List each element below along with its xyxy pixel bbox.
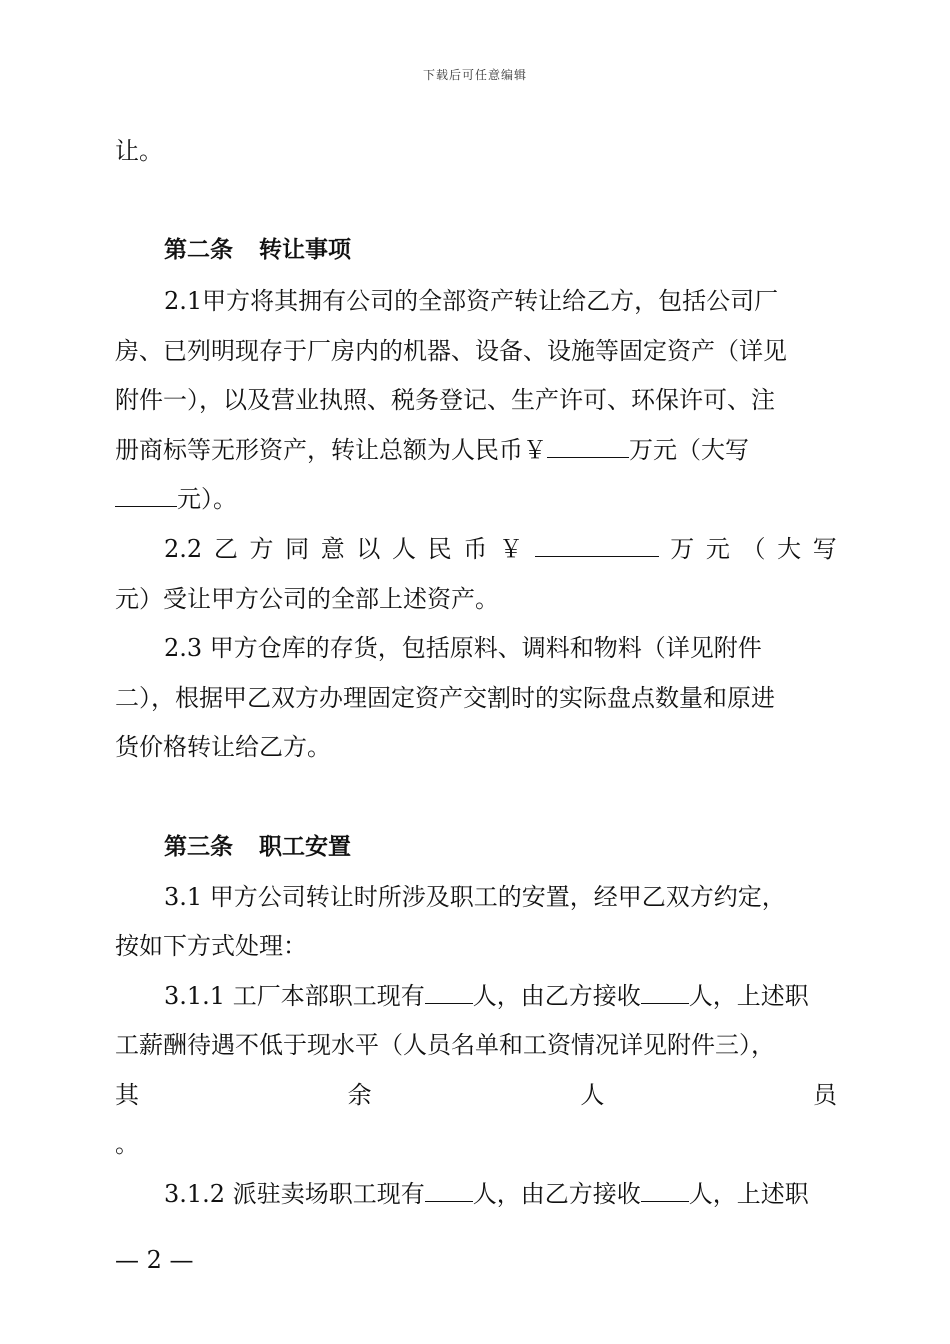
text-char: 人 (580, 1081, 605, 1109)
text-char: 万 (670, 535, 695, 563)
text-line: 让。 (115, 137, 163, 165)
text-char: 人 (392, 535, 417, 563)
text-line (115, 435, 837, 465)
page-header-note: 下载后可任意编辑 (422, 68, 527, 82)
text-char: 2.2 (164, 535, 203, 563)
text-line: 2.3 甲方仓库的存货，包括原料、调料和物料（详见附件 (164, 634, 762, 662)
text-char: 元 (705, 535, 730, 563)
text-segment: 人，上述职 (688, 1180, 809, 1208)
section-number: 第三条 (164, 834, 233, 860)
section-heading-2 (115, 235, 886, 265)
text-line: 按如下方式处理： (115, 932, 307, 960)
text-char: 以 (356, 535, 381, 563)
text-char: 币 (463, 535, 488, 563)
section-heading-3 (115, 832, 886, 862)
text-line: 货价格转让给乙方。 (115, 733, 331, 761)
text-line: 。 (115, 1130, 139, 1158)
fill-blank (547, 435, 629, 458)
text-char: 民 (427, 535, 452, 563)
fill-blank (425, 981, 473, 1004)
text-segment: 3.1.1 工厂本部职工现有 (164, 982, 425, 1010)
text-segment: 人，由乙方接收 (472, 982, 641, 1010)
section-title: 职工安置 (259, 834, 351, 860)
text-char: 大 (777, 535, 802, 563)
fill-blank (425, 1179, 473, 1202)
fill-blank (641, 1179, 689, 1202)
text-segment: 3.1.2 派驻卖场职工现有 (164, 1180, 425, 1208)
text-line: 二），根据甲乙双方办理固定资产交割时的实际盘点数量和原进 (115, 684, 775, 712)
text-line: 附件一），以及营业执照、税务登记、生产许可、环保许可、注 (115, 386, 775, 414)
text-line: 房、已列明现存于厂房内的机器、设备、设施等固定资产（详见 (115, 337, 787, 365)
text-char: 余 (347, 1081, 372, 1109)
text-line-justified (115, 534, 837, 564)
section-number: 第二条 (164, 237, 233, 263)
text-char: 乙 (213, 535, 238, 563)
text-char: 同 (285, 535, 310, 563)
text-line: 3.1 甲方公司转让时所涉及职工的安置，经甲乙双方约定， (164, 883, 786, 911)
text-segment: 册商标等无形资产，转让总额为人民币￥ (115, 436, 547, 464)
fill-blank (115, 484, 177, 507)
section-title: 转让事项 (259, 237, 351, 263)
text-segment: 元）。 (177, 485, 237, 513)
text-line: 元）受让甲方公司的全部上述资产。 (115, 585, 499, 613)
text-line (115, 1179, 886, 1209)
text-line (115, 484, 837, 514)
text-segment: 人，由乙方接收 (472, 1180, 641, 1208)
text-line: 2.1甲方将其拥有公司的全部资产转让给乙方，包括公司厂 (164, 287, 779, 315)
text-char: 写 (812, 535, 837, 563)
text-char: 方 (249, 535, 274, 563)
text-segment: 人，上述职 (688, 982, 809, 1010)
fill-blank (535, 534, 659, 557)
page-number: — 2 — (115, 1246, 194, 1274)
text-line: 工薪酬待遇不低于现水平（人员名单和工资情况详见附件三）， (115, 1031, 775, 1059)
text-line-justified (115, 1080, 837, 1110)
text-char: ￥ (498, 535, 523, 563)
text-segment: 万元（大写 (629, 436, 749, 464)
text-line (115, 981, 886, 1011)
text-char: （ (741, 535, 766, 563)
text-char: 员 (812, 1081, 837, 1109)
fill-blank (641, 981, 689, 1004)
text-char: 意 (320, 535, 345, 563)
text-char: 其 (115, 1081, 139, 1109)
